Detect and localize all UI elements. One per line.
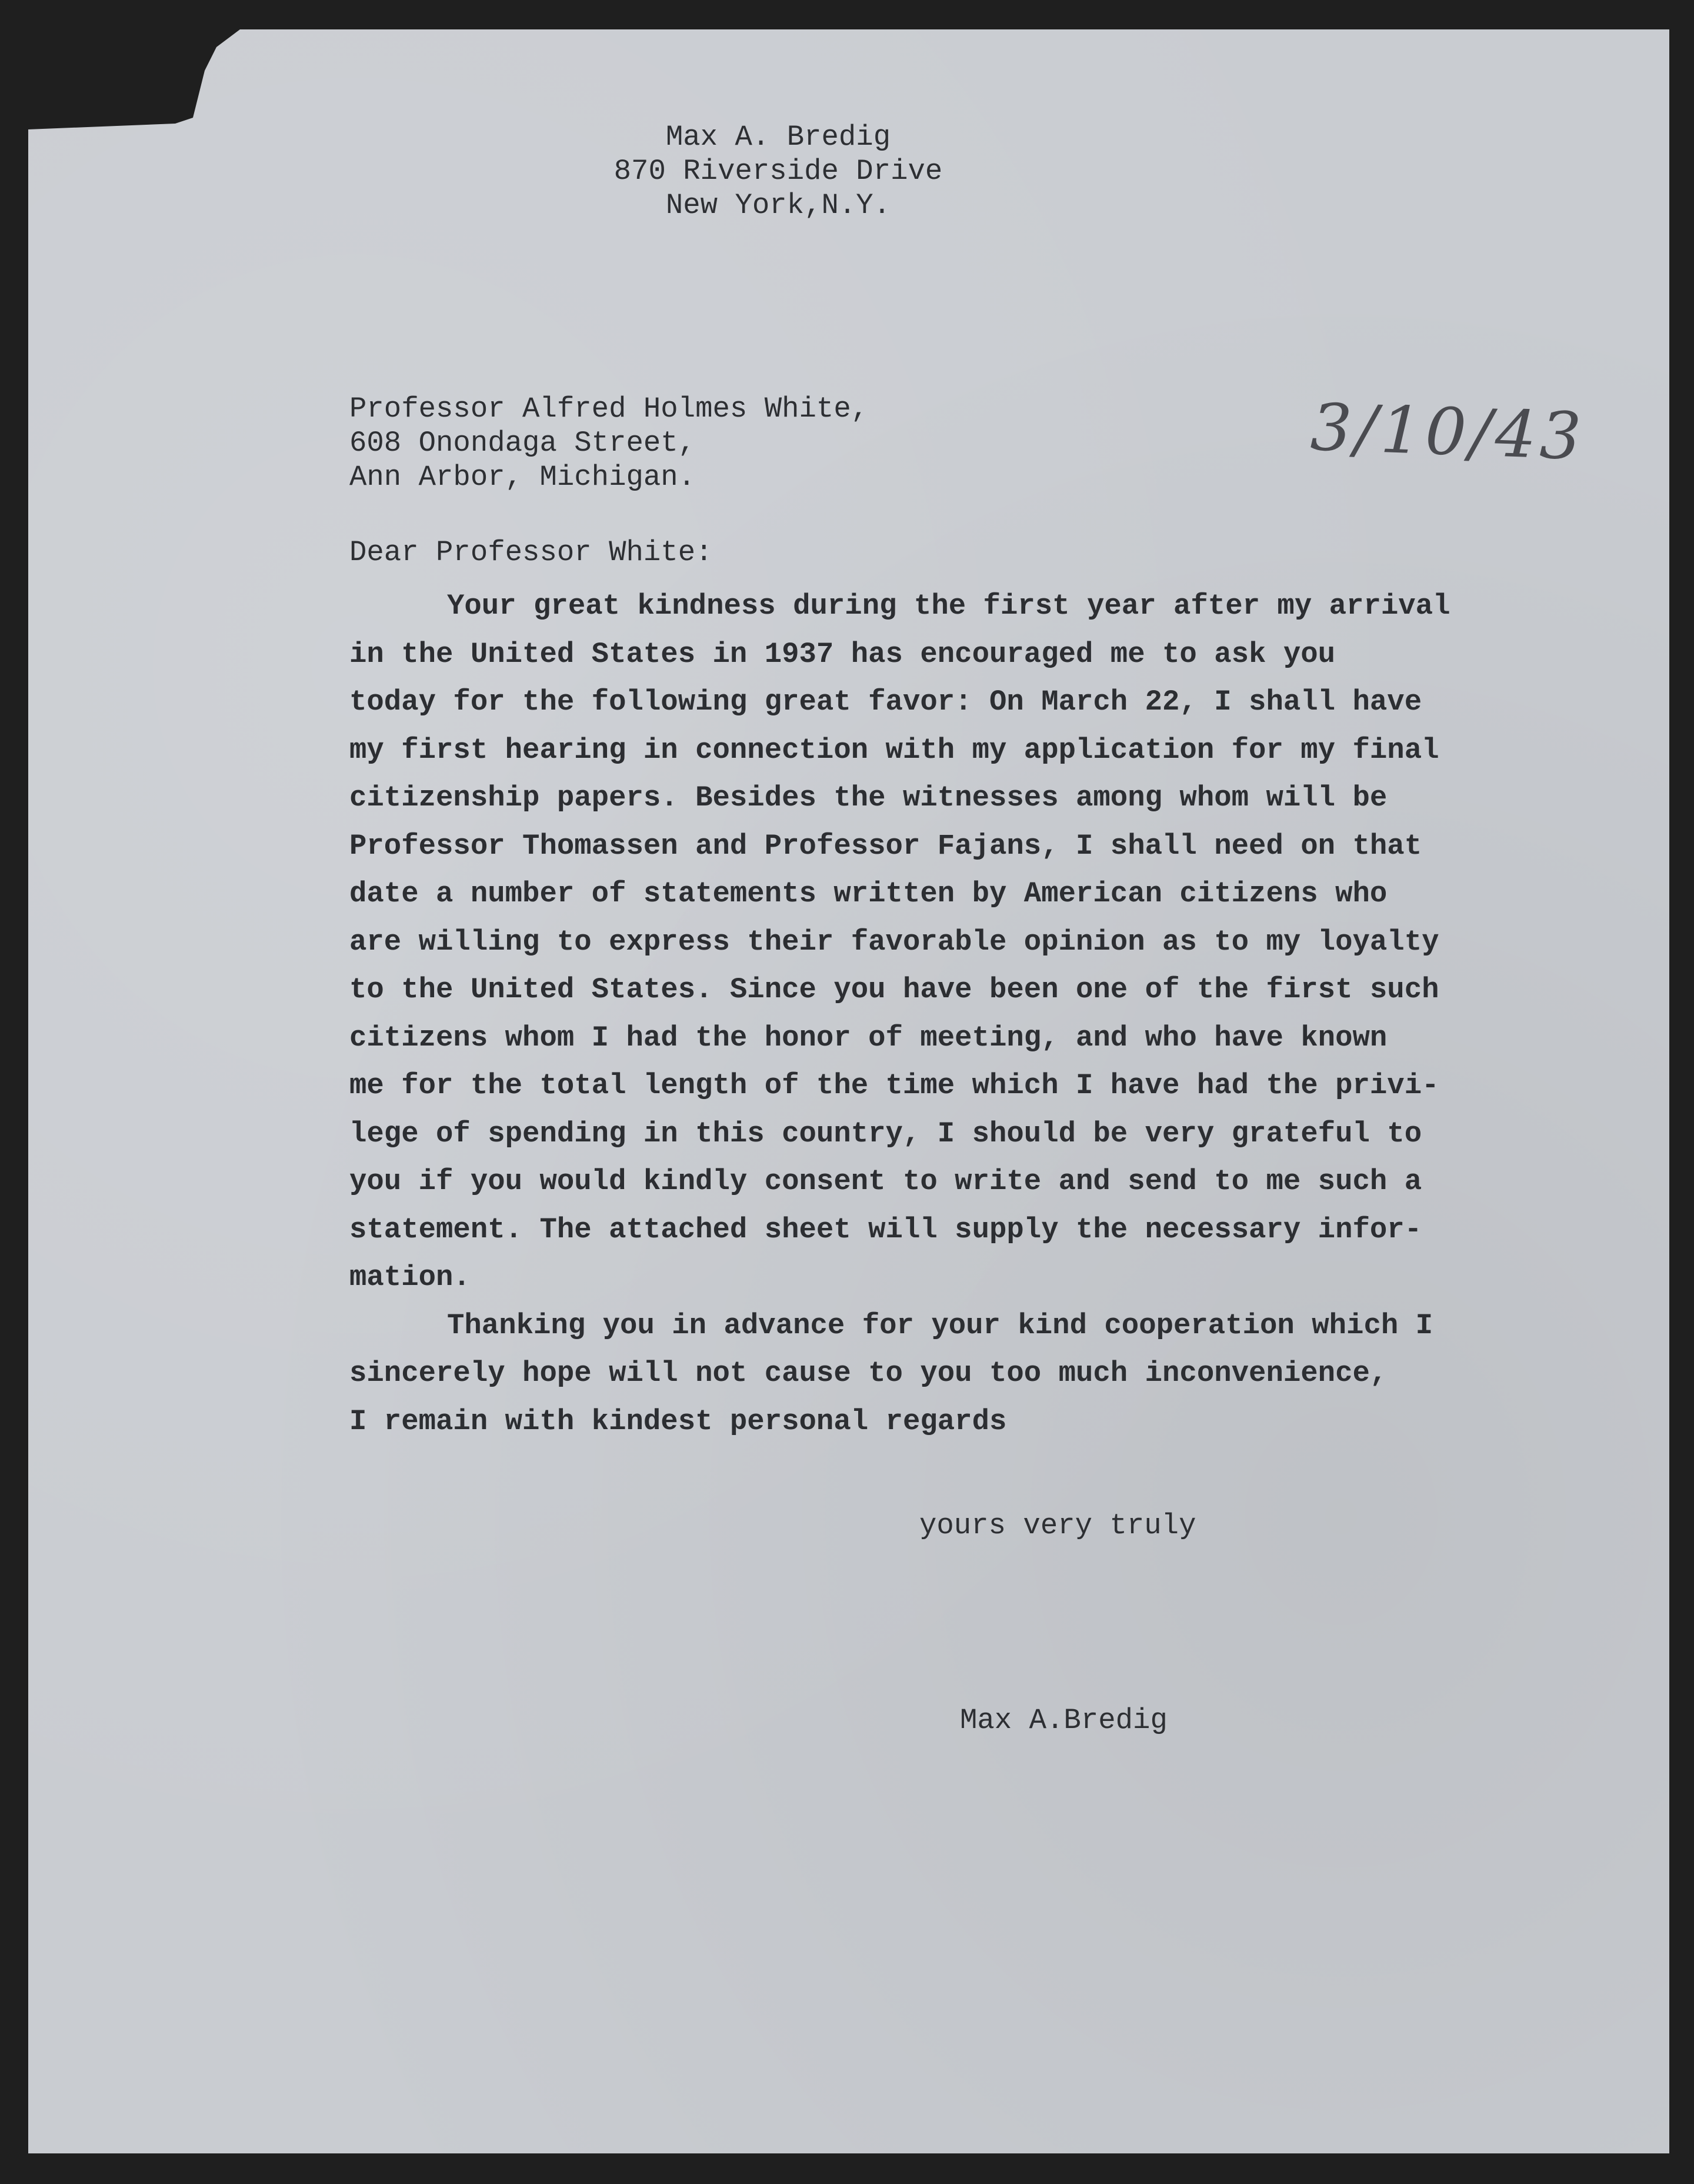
letterhead-name: Max A. Bredig — [665, 121, 891, 154]
body-line: today for the following great favor: On March 22, I shall have — [349, 685, 1422, 718]
letter-page — [28, 29, 1669, 2153]
body-line: my first hearing in connection with my application for my final — [349, 733, 1439, 767]
signature: Max A.Bredig — [960, 1704, 1168, 1737]
body-line: Thanking you in advance for your kind cooperation which I — [447, 1309, 1433, 1342]
salutation: Dear Professor White: — [349, 536, 713, 569]
body-line: lege of spending in this country, I should be very grateful to — [349, 1117, 1422, 1150]
letterhead-street: 870 Riverside Drive — [613, 155, 943, 188]
body-line: citizens whom I had the honor of meeting, and who have known — [349, 1021, 1388, 1054]
body-line: you if you would kindly consent to write and send to me such a — [349, 1165, 1422, 1198]
recipient-name: Professor Alfred Holmes White, — [349, 392, 869, 425]
body-line: mation. — [349, 1261, 471, 1294]
body-line: date a number of statements written by American citizens who — [349, 877, 1388, 910]
body-line: are willing to express their favorable opinion as to my loyalty — [349, 925, 1439, 958]
letterhead — [28, 120, 1669, 222]
body-line: me for the total length of the time which I have had the privi- — [349, 1069, 1439, 1102]
body-line: citizenship papers. Besides the witnesses among whom will be — [349, 781, 1388, 814]
torn-corner — [28, 29, 240, 129]
recipient-street: 608 Onondaga Street, — [349, 427, 696, 460]
body-line: I remain with kindest personal regards — [349, 1404, 1007, 1438]
closing: yours very truly — [919, 1509, 1196, 1542]
letter-body — [349, 582, 1643, 1446]
body-line: to the United States. Since you have been one of the first such — [349, 973, 1439, 1006]
body-line: sincerely hope will not cause to you too much inconvenience, — [349, 1357, 1388, 1390]
body-line: in the United States in 1937 has encouraged me to ask you — [349, 637, 1336, 671]
body-line: Your great kindness during the first year after my arrival — [447, 590, 1450, 622]
letterhead-city: New York,N.Y. — [665, 189, 891, 222]
recipient-city: Ann Arbor, Michigan. — [349, 461, 696, 494]
handwritten-date: 3/10/43 — [1309, 389, 1586, 475]
body-line: statement. The attached sheet will supply the necessary infor- — [349, 1213, 1422, 1246]
recipient-address — [349, 392, 868, 494]
body-line: Professor Thomassen and Professor Fajans, I shall need on that — [349, 829, 1422, 863]
